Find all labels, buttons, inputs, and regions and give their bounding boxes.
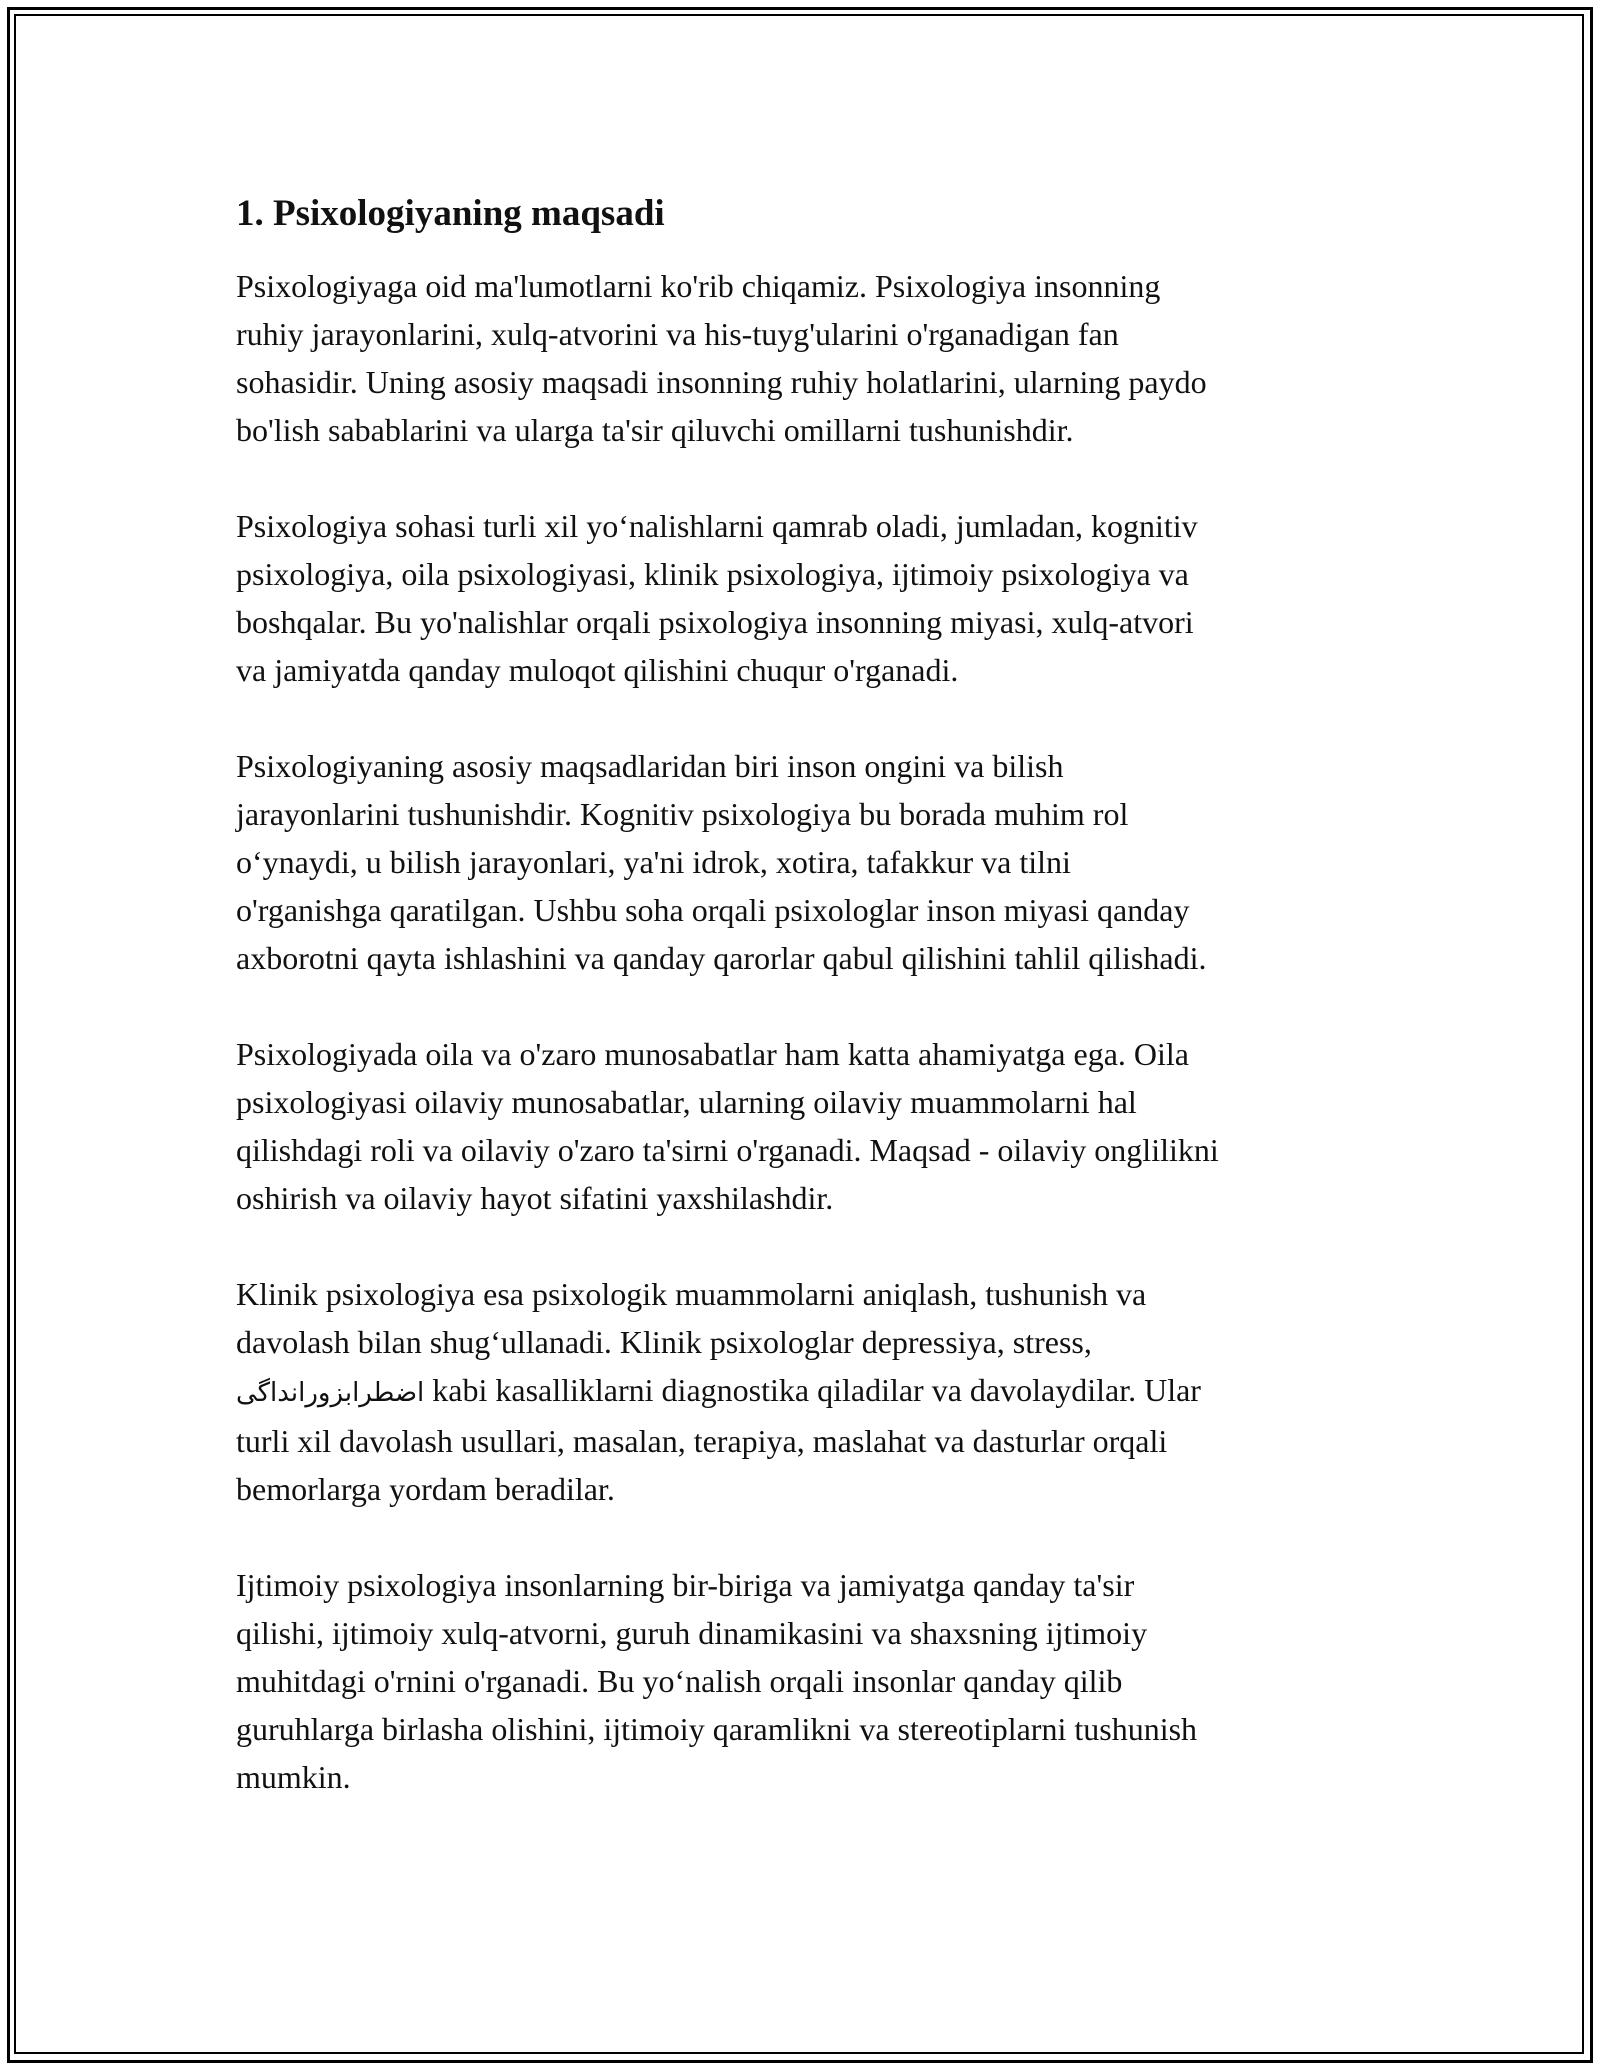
text-line: Psixologiyaga oid ma'lumotlarni ko'rib chiqamiz. Psixologiya insonning <box>236 268 1161 304</box>
text-line: qilishdagi roli va oilaviy o'zaro ta'sirni o'rganadi. Maqsad - oilaviy onglilikni <box>236 1132 1219 1168</box>
text-line: o'rganishga qaratilgan. Ushbu soha orqali psixologlar inson miyasi qanday <box>236 892 1190 928</box>
paragraph-intro <box>236 262 1376 454</box>
text-line: boshqalar. Bu yo'nalishlar orqali psixologiya insonning miyasi, xulq-atvori <box>236 604 1194 640</box>
text-line: sohasidir. Uning asosiy maqsadi insonning ruhiy holatlarini, ularning paydo <box>236 364 1207 400</box>
text-line: qilishi, ijtimoiy xulq-atvorni, guruh dinamikasini va shaxsning ijtimoiy <box>236 1615 1148 1651</box>
text-line: Psixologiyaning asosiy maqsadlaridan biri inson ongini va bilish <box>236 748 1064 784</box>
text-line: Ijtimoiy psixologiya insonlarning bir-biriga va jamiyatga qanday ta'sir <box>236 1567 1135 1603</box>
text-line: muhitdagi o'rnini o'rganadi. Bu yo‘nalish orqali insonlar qanday qilib <box>236 1663 1123 1699</box>
text-line: o‘ynaydi, u bilish jarayonlari, ya'ni idrok, xotira, tafakkur va tilni <box>236 844 1071 880</box>
text-line: ruhiy jarayonlarini, xulq-atvorini va his-tuyg'ularini o'rganadigan fan <box>236 316 1119 352</box>
text-line: psixologiyasi oilaviy munosabatlar, ularning oilaviy muammolarni hal <box>236 1084 1137 1120</box>
text-fragment: kabi kasalliklarni diagnostika qiladilar va davolaydilar. Ular <box>424 1372 1201 1408</box>
rtl-text: اضطرابزورانداگی <box>236 1378 425 1408</box>
paragraph-branches <box>236 502 1376 694</box>
document-body <box>236 188 1376 1801</box>
text-line: turli xil davolash usullari, masalan, terapiya, maslahat va dasturlar orqali <box>236 1423 1168 1459</box>
paragraph-social <box>236 1561 1376 1801</box>
text-line: psixologiya, oila psixologiyasi, klinik psixologiya, ijtimoiy psixologiya va <box>236 556 1189 592</box>
document-title: 1. Psixologiyaning maqsadi <box>236 193 665 234</box>
text-line: jarayonlarini tushunishdir. Kognitiv psixologiya bu borada muhim rol <box>236 796 1129 832</box>
text-line: Psixologiya sohasi turli xil yo‘nalishlarni qamrab oladi, jumladan, kognitiv <box>236 508 1198 544</box>
paragraph-family <box>236 1030 1376 1222</box>
text-line: Klinik psixologiya esa psixologik muammolarni aniqlash, tushunish va <box>236 1276 1147 1312</box>
text-line: axborotni qayta ishlashini va qanday qarorlar qabul qilishini tahlil qilishadi. <box>236 940 1207 976</box>
text-line: bo'lish sabablarini va ularga ta'sir qiluvchi omillarni tushunishdir. <box>236 412 1074 448</box>
paragraph-clinical <box>236 1270 1376 1513</box>
paragraph-cognitive <box>236 742 1376 982</box>
text-line: davolash bilan shug‘ullanadi. Klinik psixologlar depressiya, stress, <box>236 1324 1092 1360</box>
text-line: Psixologiyada oila va o'zaro munosabatlar ham katta ahamiyatga ega. Oila <box>236 1036 1189 1072</box>
text-line: mumkin. <box>236 1759 351 1795</box>
text-line-mixed <box>236 1366 1376 1417</box>
text-line: oshirish va oilaviy hayot sifatini yaxshilashdir. <box>236 1180 834 1216</box>
text-line: guruhlarga birlasha olishini, ijtimoiy qaramlikni va stereotiplarni tushunish <box>236 1711 1198 1747</box>
text-line: bemorlarga yordam beradilar. <box>236 1471 615 1507</box>
text-line: va jamiyatda qanday muloqot qilishini chuqur o'rganadi. <box>236 652 959 688</box>
